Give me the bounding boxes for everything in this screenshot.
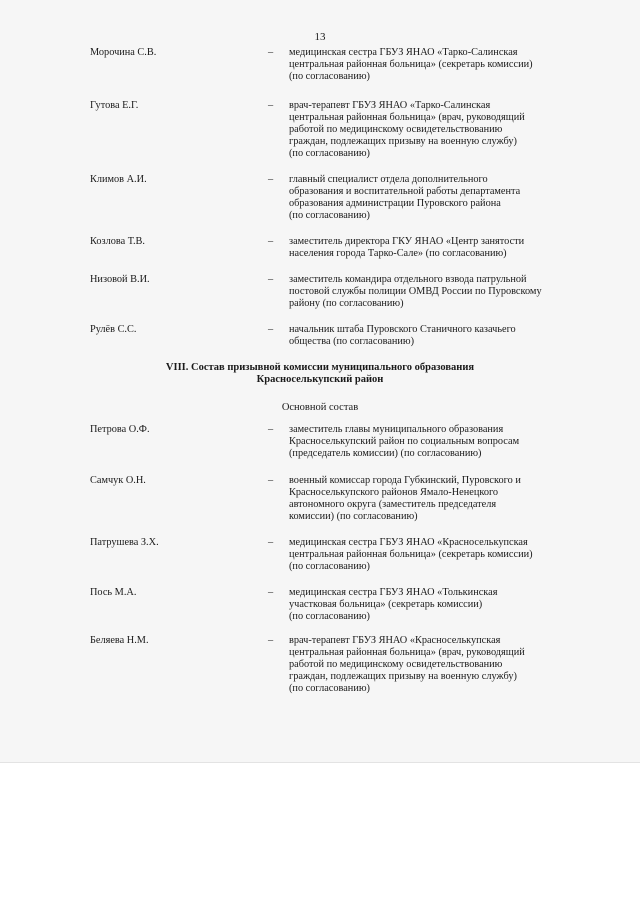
description-line: автономного округа (заместитель председателя <box>289 498 497 510</box>
section-subheading: Основной состав <box>281 402 359 413</box>
member-name: Низовой В.И. <box>90 274 150 285</box>
member-dash: – <box>268 635 274 646</box>
description-line: медицинская сестра ГБУЗ ЯНАО «Тарко-Салинская <box>289 47 518 58</box>
description-line: военный комиссар города Губкинский, Пуровского и <box>289 475 521 486</box>
description-line: (председатель комиссии) (по согласованию) <box>289 447 482 459</box>
description-line: (по согласованию) <box>289 610 370 622</box>
description-line: (по согласованию) <box>289 70 370 82</box>
member-dash: – <box>268 424 274 435</box>
description-line: Красноселькупский район по социальным вопросам <box>289 435 520 447</box>
member-description <box>289 635 609 695</box>
description-line: общества (по согласованию) <box>289 335 415 347</box>
description-line: (по согласованию) <box>289 682 370 694</box>
section-title-line: Красноселькупский район <box>256 374 384 385</box>
description-line: (по согласованию) <box>289 209 370 221</box>
description-line: начальник штаба Пуровского Станичного казачьего <box>289 324 516 335</box>
description-line: медицинская сестра ГБУЗ ЯНАО «Красноселькупская <box>289 537 528 548</box>
description-line: граждан, подлежащих призыву на военную службу) <box>289 135 517 147</box>
member-description <box>289 587 609 623</box>
member-name: Козлова Т.В. <box>90 236 146 247</box>
description-line: центральная районная больница» (врач, руководящий <box>289 111 525 123</box>
member-name: Патрушева З.Х. <box>90 537 159 548</box>
member-name: Рулёв С.С. <box>90 324 137 335</box>
description-line: граждан, подлежащих призыву на военную службу) <box>289 670 517 682</box>
member-dash: – <box>268 324 274 335</box>
description-line: центральная районная больница» (секретарь комиссии) <box>289 58 533 70</box>
member-name: Петрова О.Ф. <box>90 424 150 435</box>
description-line: образования администрации Пуровского района <box>289 197 501 209</box>
description-line: заместитель командира отдельного взвода патрульной <box>289 274 527 285</box>
description-line: участковая больница» (секретарь комиссии) <box>289 598 483 610</box>
description-line: центральная районная больница» (врач, руководящий <box>289 646 525 658</box>
page-number: 13 <box>314 31 326 43</box>
section-heading <box>0 362 640 386</box>
member-name: Самчук О.Н. <box>90 475 146 486</box>
member-description <box>289 424 609 460</box>
blank-background <box>0 763 640 905</box>
member-description <box>289 47 609 83</box>
member-description <box>289 324 609 348</box>
member-dash: – <box>268 475 274 486</box>
member-dash: – <box>268 236 274 247</box>
description-line: постовой службы полиции ОМВД России по Пуровскому <box>289 285 542 297</box>
member-description <box>289 475 609 523</box>
description-line: врач-терапевт ГБУЗ ЯНАО «Красноселькупская <box>289 635 501 646</box>
member-name: Беляева Н.М. <box>90 635 149 646</box>
description-line: (по согласованию) <box>289 147 370 159</box>
member-dash: – <box>268 100 274 111</box>
member-description <box>289 236 609 260</box>
description-line: Красноселькупского районов Ямало-Ненецкого <box>289 486 499 498</box>
member-description <box>289 274 609 310</box>
member-dash: – <box>268 274 274 285</box>
member-name: Морочина С.В. <box>90 47 157 58</box>
member-description <box>289 537 609 573</box>
description-line: работой по медицинскому освидетельствованию <box>289 658 503 670</box>
member-description <box>289 100 609 160</box>
description-line: заместитель главы муниципального образования <box>289 424 504 435</box>
member-dash: – <box>268 174 274 185</box>
member-name: Пось М.А. <box>90 587 137 598</box>
member-dash: – <box>268 537 274 548</box>
description-line: образования и воспитательной работы департамента <box>289 185 521 197</box>
description-line: врач-терапевт ГБУЗ ЯНАО «Тарко-Салинская <box>289 100 491 111</box>
member-name: Климов А.И. <box>90 174 147 185</box>
description-line: медицинская сестра ГБУЗ ЯНАО «Толькинская <box>289 587 498 598</box>
member-name: Гутова Е.Г. <box>90 100 139 111</box>
description-line: району (по согласованию) <box>289 297 404 309</box>
description-line: заместитель директора ГКУ ЯНАО «Центр занятости <box>289 236 525 247</box>
description-line: комиссии) (по согласованию) <box>289 510 418 522</box>
section-title-line: VIII. Состав призывной комиссии муниципального образования <box>165 362 475 373</box>
member-description <box>289 174 609 222</box>
description-line: населения города Тарко-Сале» (по согласованию) <box>289 247 507 259</box>
member-dash: – <box>268 587 274 598</box>
member-dash: – <box>268 47 274 58</box>
description-line: (по согласованию) <box>289 560 370 572</box>
description-line: центральная районная больница» (секретарь комиссии) <box>289 548 533 560</box>
description-line: главный специалист отдела дополнительного <box>289 174 488 185</box>
description-line: работой по медицинскому освидетельствованию <box>289 123 503 135</box>
